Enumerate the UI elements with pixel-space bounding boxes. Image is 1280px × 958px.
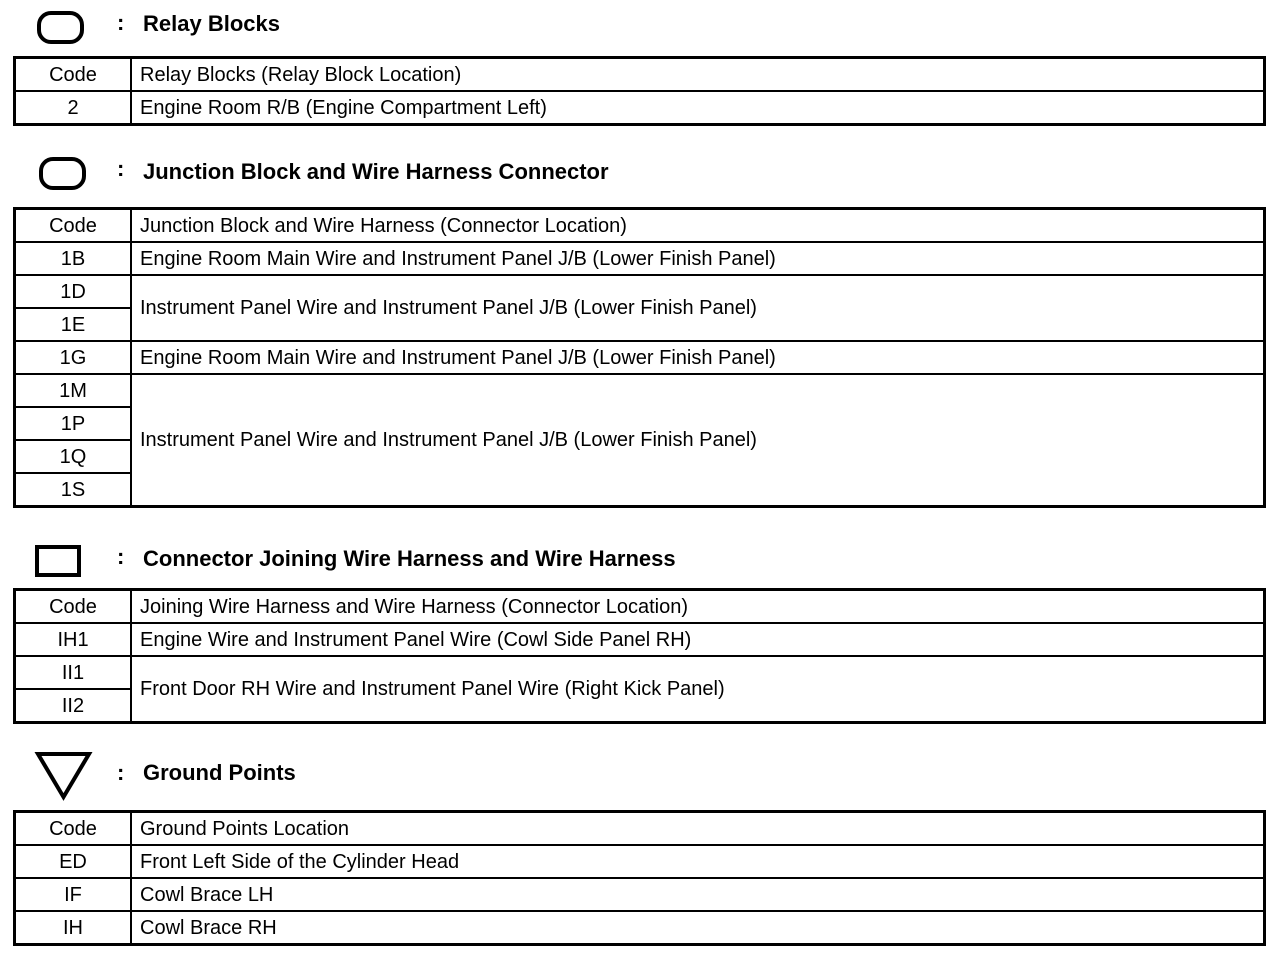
relay-blocks-table bbox=[13, 56, 1266, 126]
row-code: II2 bbox=[15, 689, 132, 723]
row-code: 1S bbox=[15, 473, 132, 507]
table-row bbox=[15, 275, 1265, 308]
ground-points-table bbox=[13, 810, 1266, 946]
section-header-connector-joining bbox=[0, 540, 1280, 580]
row-code: IF bbox=[15, 878, 132, 911]
row-desc: Front Left Side of the Cylinder Head bbox=[131, 845, 1265, 878]
header-code: Code bbox=[15, 209, 132, 243]
section-header-relay-blocks bbox=[0, 6, 1280, 46]
table-row bbox=[15, 878, 1265, 911]
row-code: 2 bbox=[15, 91, 132, 125]
row-code: 1P bbox=[15, 407, 132, 440]
section-title: Ground Points bbox=[143, 760, 296, 785]
header-desc: Ground Points Location bbox=[131, 812, 1265, 846]
table-header-row bbox=[15, 812, 1265, 846]
row-desc: Instrument Panel Wire and Instrument Panel J/B (Lower Finish Panel) bbox=[131, 275, 1265, 341]
row-desc: Engine Wire and Instrument Panel Wire (Cowl Side Panel RH) bbox=[131, 623, 1265, 656]
section-header-ground-points bbox=[0, 750, 1280, 806]
row-code: 1B bbox=[15, 242, 132, 275]
colon: : bbox=[117, 10, 125, 35]
relay-block-symbol-icon bbox=[36, 10, 86, 46]
table-row bbox=[15, 341, 1265, 374]
table-row bbox=[15, 656, 1265, 689]
table-row bbox=[15, 91, 1265, 125]
colon: : bbox=[117, 544, 125, 569]
junction-block-symbol-icon bbox=[38, 156, 88, 192]
table-header-row bbox=[15, 209, 1265, 243]
row-desc: Engine Room R/B (Engine Compartment Left) bbox=[131, 91, 1265, 125]
row-code: 1D bbox=[15, 275, 132, 308]
junction-block-table bbox=[13, 207, 1266, 508]
connector-symbol-icon bbox=[34, 543, 84, 581]
header-desc: Joining Wire Harness and Wire Harness (Connector Location) bbox=[131, 590, 1265, 624]
row-code: IH1 bbox=[15, 623, 132, 656]
row-desc: Cowl Brace RH bbox=[131, 911, 1265, 945]
row-code: 1E bbox=[15, 308, 132, 341]
header-code: Code bbox=[15, 812, 132, 846]
row-code: 1Q bbox=[15, 440, 132, 473]
table-row bbox=[15, 845, 1265, 878]
row-desc: Front Door RH Wire and Instrument Panel Wire (Right Kick Panel) bbox=[131, 656, 1265, 723]
row-code: 1G bbox=[15, 341, 132, 374]
section-header-junction-block bbox=[0, 154, 1280, 194]
section-title: Relay Blocks bbox=[143, 11, 280, 36]
row-code: ED bbox=[15, 845, 132, 878]
table-header-row bbox=[15, 590, 1265, 624]
colon: : bbox=[117, 760, 125, 785]
header-desc: Relay Blocks (Relay Block Location) bbox=[131, 58, 1265, 92]
row-code: IH bbox=[15, 911, 132, 945]
header-code: Code bbox=[15, 590, 132, 624]
section-title: Junction Block and Wire Harness Connector bbox=[143, 159, 609, 184]
header-code: Code bbox=[15, 58, 132, 92]
row-desc: Engine Room Main Wire and Instrument Panel J/B (Lower Finish Panel) bbox=[131, 341, 1265, 374]
row-desc: Instrument Panel Wire and Instrument Panel J/B (Lower Finish Panel) bbox=[131, 374, 1265, 507]
table-row bbox=[15, 374, 1265, 407]
table-row bbox=[15, 623, 1265, 656]
table-row bbox=[15, 242, 1265, 275]
row-code: II1 bbox=[15, 656, 132, 689]
row-code: 1M bbox=[15, 374, 132, 407]
row-desc: Engine Room Main Wire and Instrument Panel J/B (Lower Finish Panel) bbox=[131, 242, 1265, 275]
ground-point-triangle-icon bbox=[34, 750, 94, 802]
table-row bbox=[15, 911, 1265, 945]
row-desc: Cowl Brace LH bbox=[131, 878, 1265, 911]
colon: : bbox=[117, 156, 125, 181]
header-desc: Junction Block and Wire Harness (Connector Location) bbox=[131, 209, 1265, 243]
section-title: Connector Joining Wire Harness and Wire Harness bbox=[143, 546, 676, 571]
table-header-row bbox=[15, 58, 1265, 92]
connector-joining-table bbox=[13, 588, 1266, 724]
